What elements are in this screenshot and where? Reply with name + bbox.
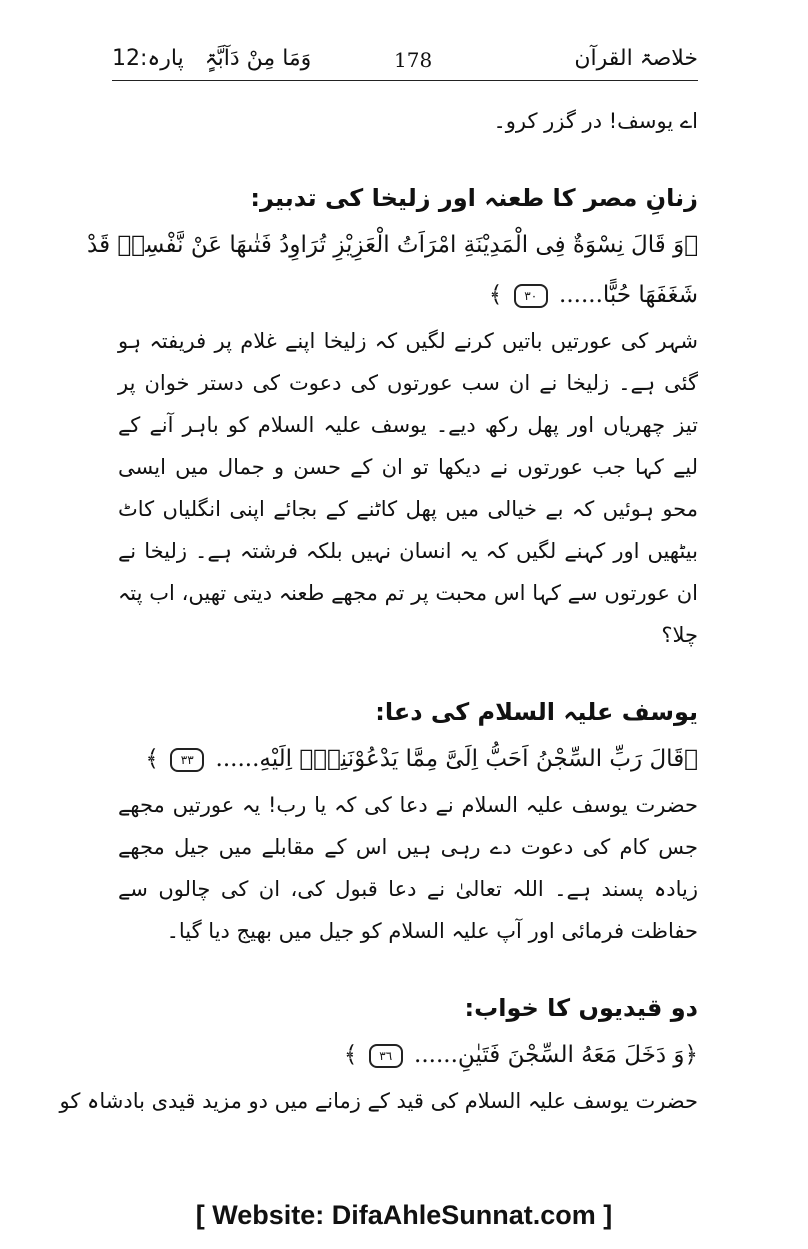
section-heading: یوسف علیہ السلام کی دعا: <box>375 698 698 726</box>
page-content <box>59 100 698 1122</box>
page-header <box>112 40 698 81</box>
juz-number: پارہ:12 <box>112 46 184 71</box>
ayah-close-bracket: ﴾ <box>488 282 503 308</box>
ayah-close-bracket: ﴾ <box>145 746 159 772</box>
ayah-text: ﴿قَالَ رَبِّ السِّجْنُ اَحَبُّ اِلَیَّ مِمَّا یَدْعُوْنَنِیْۤ اِلَیْهِ...... <box>215 746 698 772</box>
juz-name: وَمَا مِنْ دَآبَّۃٍ <box>204 46 312 71</box>
ayah-number-badge: ٣٦ <box>369 1044 403 1068</box>
ayah-number-badge: ٣٣ <box>170 748 204 772</box>
paragraph: حضرت یوسف علیہ السلام نے دعا کی کہ یا رب! یہ عورتیں مجھے جس کام کی دعوت دے رہی ہیں اس کے مقابلے میں جیل مجھے زیادہ پسند ہے۔ اللہ تعالیٰ نے دعا قبول کی، ان کی چالوں سے حفاظت فرمائی اور آپ علیہ السلام کو جیل میں بھیج دیا گیا۔ <box>118 793 698 943</box>
website-footer: [ Website: DifaAhleSunnat.com ] <box>195 1200 613 1230</box>
ayah-line <box>118 1030 698 1080</box>
intro-line: اے یوسف! در گزر کرو۔ <box>493 109 698 133</box>
paragraph: شہر کی عورتیں باتیں کرنے لگیں کہ زلیخا اپنے غلام پر فریفتہ ہو گئی ہے۔ زلیخا نے ان سب عورتوں کی دعوت کی دستر خوان پر تیز چھریاں اور پھل رکھ دیے۔ یوسف علیہ السلام کو باہر آنے کے لیے کہا جب عورتوں نے دیکھا تو ان کے حسن و جمال میں ایسی محو ہوئیں کہ بے خیالی میں پھل کاٹنے کے بجائے اپنی انگلیاں کاٹ بیٹھیں اور کہنے لگیں کہ یہ انسان نہیں بلکہ فرشتہ ہے۔ زلیخا نے ان عورتوں سے کہا اس محبت پر تم مجھے طعنہ دیتی تھیں، اب پتہ چلا؟ <box>118 329 698 647</box>
ayah-close-bracket: ﴾ <box>343 1042 358 1068</box>
ayah-line <box>118 270 698 320</box>
book-title: خلاصۃ القرآن <box>574 46 698 71</box>
page-number: 178 <box>394 48 433 72</box>
ayah-line <box>118 734 698 784</box>
ayah-text: شَغَفَهَا حُبًّا...... <box>559 282 698 308</box>
paragraph: حضرت یوسف علیہ السلام کی قید کے زمانے میں دو مزید قیدی بادشاہ کو <box>59 1089 698 1113</box>
section-heading: زنانِ مصر کا طعنہ اور زلیخا کی تدبیر: <box>250 184 698 212</box>
ayah-number-badge: ٣٠ <box>514 284 548 308</box>
juz-info <box>112 46 311 71</box>
section-heading: دو قیدیوں کا خواب: <box>464 994 698 1022</box>
ayah-line: ﴿وَ قَالَ نِسْوَةٌ فِی الْمَدِیْنَةِ امْرَاَتُ الْعَزِیْزِ تُرَاوِدُ فَتٰىهَا عَنْ نَّفْسِهٖ قَدْ <box>87 232 698 258</box>
ayah-text: ﴿وَ دَخَلَ مَعَهُ السِّجْنَ فَتَیٰنِ...... <box>414 1042 698 1068</box>
